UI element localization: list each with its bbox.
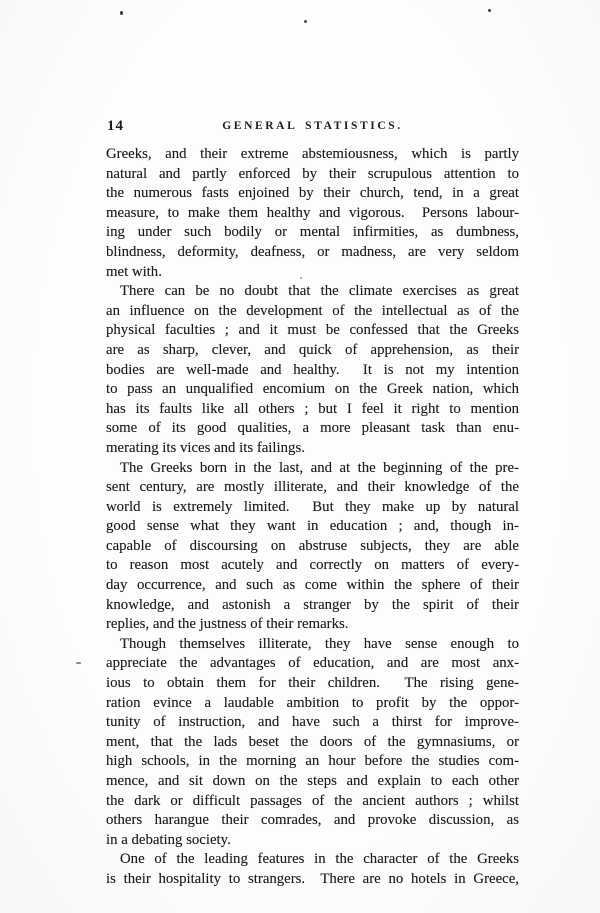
text-line: The Greeks born in the last, and at the beginning of the pre- xyxy=(120,459,519,476)
text-line: in a debating society. xyxy=(106,831,231,848)
text-line: blindness, deformity, deafness, or madness, are very seldom xyxy=(106,243,519,260)
ink-speck xyxy=(488,9,491,12)
running-head xyxy=(106,118,519,136)
text-line: to pass an unqualified encomium on the Greek nation, which xyxy=(106,381,519,398)
ink-speck xyxy=(304,20,307,23)
text-line: capable of discoursing on abstruse subjects, they are able xyxy=(106,537,519,554)
text-line: knowledge, and astonish a stranger by the spirit of their xyxy=(106,596,519,613)
text-line: appreciate the advantages of education, and are most anx- xyxy=(106,655,519,672)
text-line: ration evince a laudable ambition to profit by the oppor- xyxy=(106,694,519,711)
text-line: Greeks, and their extreme abstemiousness, which is partly xyxy=(106,146,519,162)
ink-speck xyxy=(76,662,81,664)
text-line: Though themselves illiterate, they have sense enough to xyxy=(120,635,519,652)
text-line: One of the leading features in the character of the Greeks xyxy=(120,851,519,868)
text-line: met with. xyxy=(106,263,162,280)
text-line: day occurrence, and such as come within the sphere of their xyxy=(106,577,519,594)
text-line: There can be no doubt that the climate exercises as great xyxy=(120,283,519,300)
text-line: the numerous fasts enjoined by their church, tend, in a great xyxy=(106,185,519,202)
text-line: tunity of instruction, and have such a thirst for improve- xyxy=(106,714,519,731)
ink-speck xyxy=(300,277,302,279)
text-line: ing under such bodily or mental infirmities, as dumbness, xyxy=(106,224,519,241)
paragraph xyxy=(106,282,519,458)
text-line: the dark or difficult passages of the ancient authors ; whilst xyxy=(106,792,519,809)
text-line: bodies are well-made and healthy. It is not my intention xyxy=(106,361,519,378)
text-line: measure, to make them healthy and vigorous. Persons labour- xyxy=(106,204,519,221)
text-line: has its faults like all others ; but I feel it right to mention xyxy=(106,400,519,417)
paragraph xyxy=(106,145,519,282)
text-line: some of its good qualities, a more pleasant task than enu- xyxy=(106,420,519,437)
paragraph xyxy=(106,635,519,851)
text-line: replies, and the justness of their remarks. xyxy=(106,616,349,633)
text-line: natural and partly enforced by their scrupulous attention to xyxy=(106,165,519,182)
text-line: an influence on the development of the intellectual as of the xyxy=(106,302,519,319)
text-line: merating its vices and its failings. xyxy=(106,439,305,456)
text-line: world is extremely limited. But they make up by natural xyxy=(106,498,519,515)
paragraph xyxy=(106,459,519,635)
ink-speck xyxy=(120,11,123,15)
page-body xyxy=(106,145,519,890)
text-line: sent century, are mostly illiterate, and their knowledge of the xyxy=(106,479,519,496)
text-line: others harangue their comrades, and provoke discussion, as xyxy=(106,812,519,829)
text-line: good sense what they want in education ; and, though in- xyxy=(106,518,519,535)
text-line: ment, that the lads beset the doors of the gymnasiums, or xyxy=(106,733,519,750)
text-line: mence, and sit down on the steps and explain to each other xyxy=(106,773,519,789)
text-line: are as sharp, clever, and quick of apprehension, as their xyxy=(106,341,519,358)
text-line: to reason most acutely and correctly on matters of every- xyxy=(106,557,519,574)
text-line: physical faculties ; and it must be confessed that the Greeks xyxy=(106,322,519,339)
text-line: ious to obtain them for their children. The rising gene- xyxy=(106,675,519,692)
running-title: GENERAL STATISTICS. xyxy=(222,120,403,132)
text-line: high schools, in the morning an hour before the studies com- xyxy=(106,753,519,770)
page-number: 14 xyxy=(107,118,124,134)
paragraph xyxy=(106,850,519,889)
text-line: is their hospitality to strangers. There are no hotels in Greece, xyxy=(106,870,519,887)
